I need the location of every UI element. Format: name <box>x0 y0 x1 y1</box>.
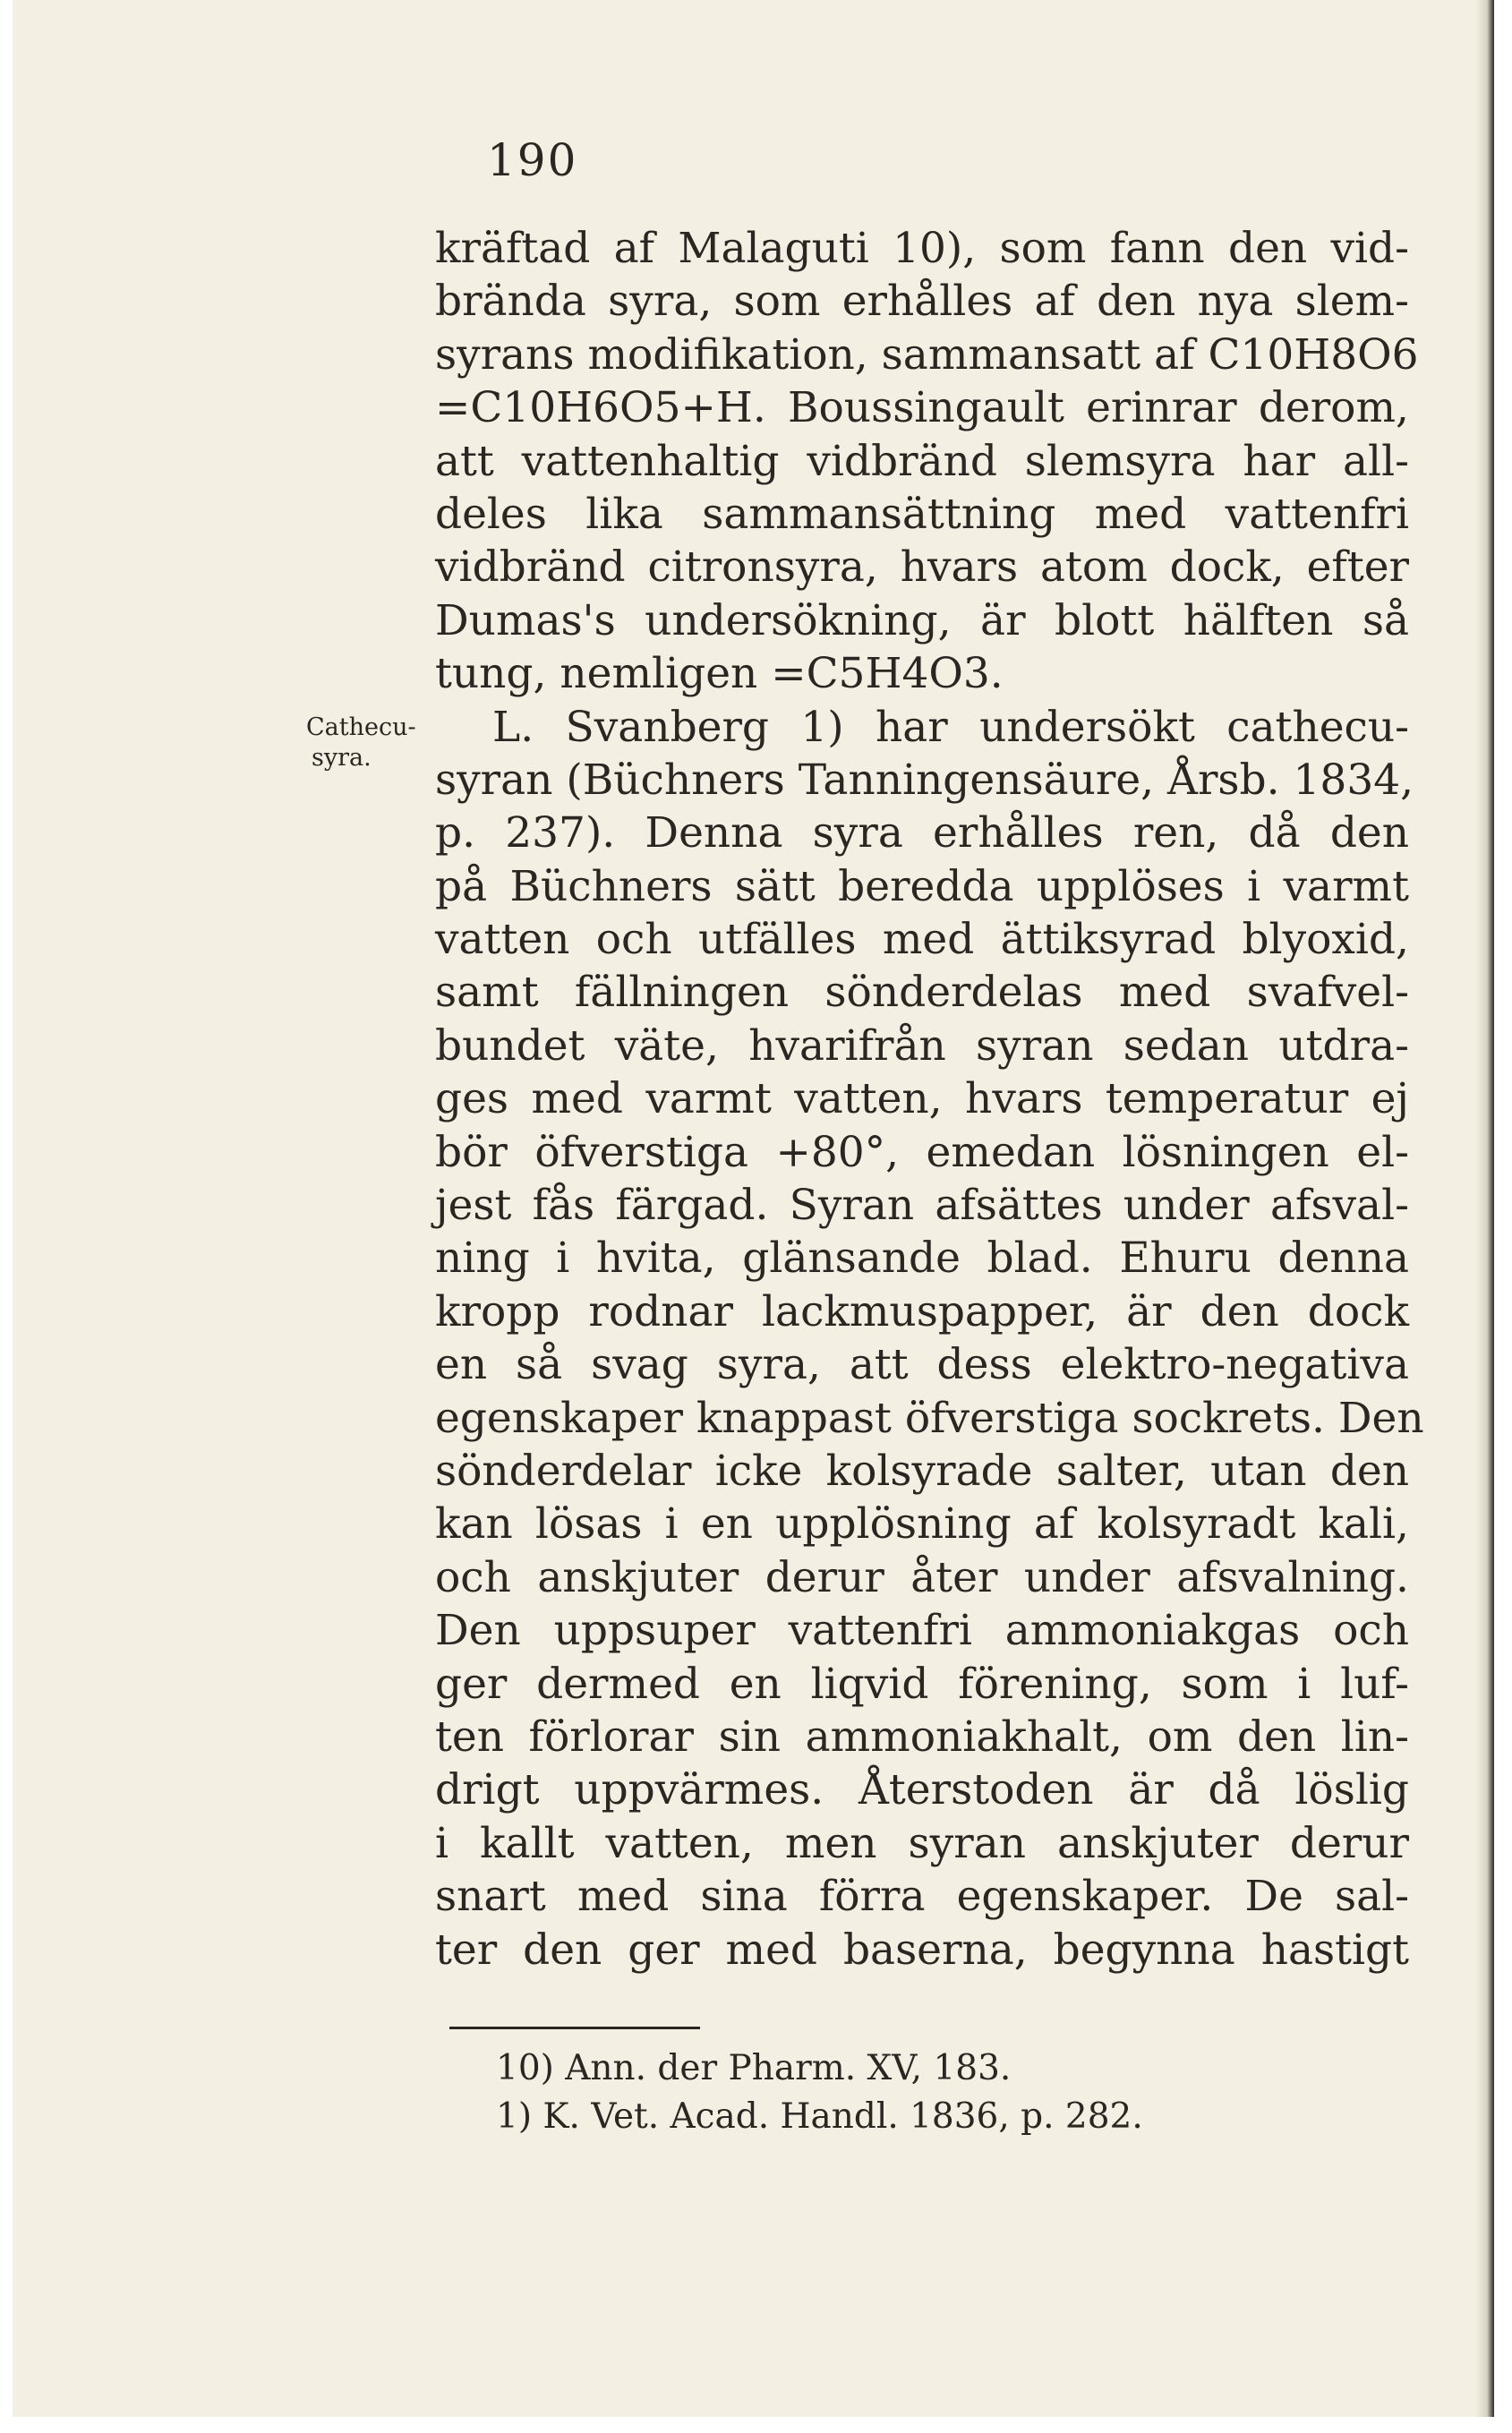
text-line: ger dermed en liqvid förening, som i luf- <box>435 1659 1409 1709</box>
text-line: bundet väte, hvarifrån syran sedan utdra- <box>435 1020 1409 1071</box>
text-line: sönderdelar icke kolsyrade salter, utan den <box>435 1446 1409 1496</box>
text-line: syrans modifikation, sammansatt af C10H8O6 <box>435 329 1419 380</box>
margin-note-line-1: Cathecu- <box>306 713 416 741</box>
text-line: ges med varmt vatten, hvars temperatur ej <box>435 1074 1409 1124</box>
text-line: L. Svanberg 1) har undersökt cathecu- <box>492 702 1409 752</box>
book-page <box>13 0 1494 2417</box>
text-line: ning i hvita, glänsande blad. Ehuru denna <box>435 1234 1409 1284</box>
text-line: Dumas's undersökning, är blott hälften så <box>435 595 1409 645</box>
text-line: drigt uppvärmes. Återstoden är då löslig <box>435 1765 1409 1815</box>
text-line: snart med sina förra egenskaper. De sal- <box>435 1872 1409 1922</box>
margin-note-line-2: syra. <box>312 744 372 772</box>
text-line: samt fällningen sönderdelas med svafvel- <box>435 968 1409 1018</box>
text-line: att vattenhaltig vidbränd slemsyra har all- <box>435 436 1409 486</box>
text-line: och anskjuter derur åter under afsvalning. <box>435 1552 1409 1602</box>
text-line: p. 237). Denna syra erhålles ren, då den <box>435 808 1409 858</box>
text-line: =C10H6O5+H. Boussingault erinrar derom, <box>435 383 1409 433</box>
text-line: syran (Büchners Tanningensäure, Årsb. 1834, <box>435 755 1414 805</box>
text-line: vatten och utfälles med ättiksyrad blyoxid, <box>435 915 1409 965</box>
text-line: egenskaper knappast öfverstiga sockrets. Den <box>435 1393 1424 1443</box>
text-line: vidbränd citronsyra, hvars atom dock, efter <box>435 542 1409 593</box>
page-edge-shadow <box>1476 0 1494 2417</box>
page-number: 190 <box>487 134 578 186</box>
text-line: deles lika sammansättning med vattenfri <box>435 489 1409 539</box>
text-line: ten förlorar sin ammoniakhalt, om den lin- <box>435 1712 1409 1762</box>
text-line: ter den ger med baserna, begynna hastigt <box>435 1925 1409 1975</box>
text-line: kan lösas i en upplösning af kolsyradt kali, <box>435 1499 1409 1549</box>
footnote: 1) K. Vet. Acad. Handl. 1836, p. 282. <box>496 2096 1143 2137</box>
footnote: 10) Ann. der Pharm. XV, 183. <box>496 2048 1012 2088</box>
footnote-separator <box>449 2027 700 2029</box>
footnotes <box>496 2045 1143 2141</box>
text-line: jest fås färgad. Syran afsättes under afsval- <box>435 1181 1409 1231</box>
text-line: brända syra, som erhålles af den nya slem- <box>435 277 1409 327</box>
text-line: i kallt vatten, men syran anskjuter derur <box>435 1818 1409 1868</box>
text-line: Den uppsuper vattenfri ammoniakgas och <box>435 1606 1409 1656</box>
text-line: kropp rodnar lackmuspapper, är den dock <box>435 1286 1409 1336</box>
margin-note <box>306 713 423 773</box>
text-line: en så svag syra, att dess elektro-negativa <box>435 1340 1409 1390</box>
text-line: kräftad af Malaguti 10), som fann den vid- <box>435 224 1409 273</box>
text-line: tung, nemligen =C5H4O3. <box>435 649 1004 699</box>
text-line: på Büchners sätt beredda upplöses i varmt <box>435 861 1409 911</box>
text-line: bör öfverstiga +80°, emedan lösningen el- <box>435 1127 1409 1177</box>
body-text <box>435 222 1424 1976</box>
